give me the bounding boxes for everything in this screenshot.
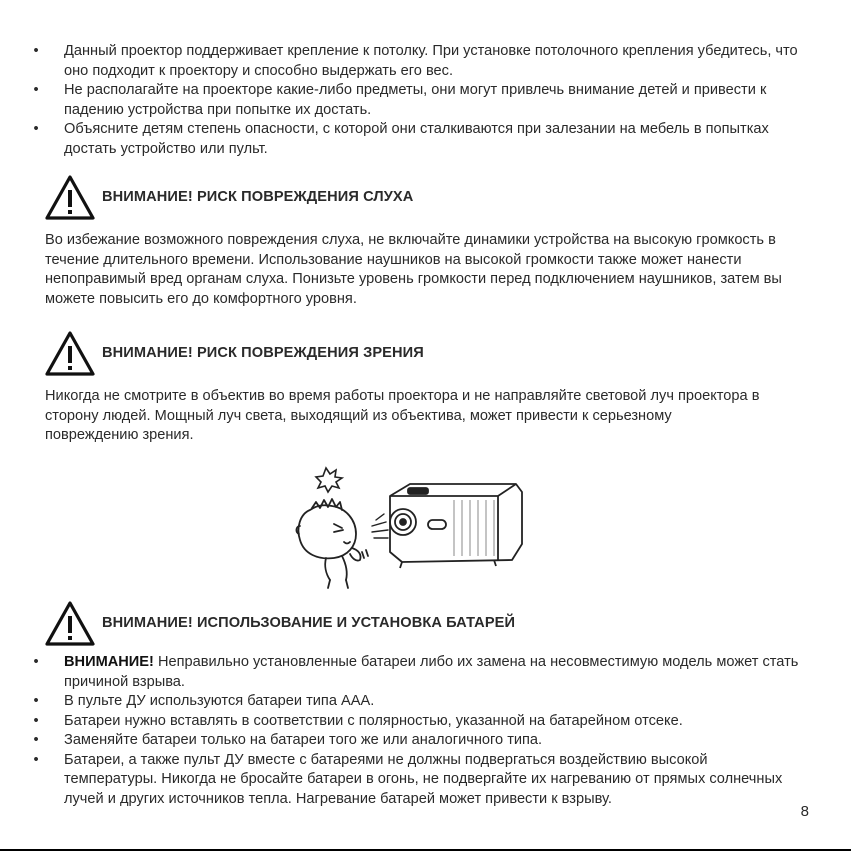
list-item: • Объясните детям степень опасности, с которой они сталкиваются при залезании на мебель в попытках достать устройство или пульт. (30, 120, 800, 159)
list-item: • Батареи нужно вставлять в соответствии с полярностью, указанной на батарейном отсеке. (30, 712, 800, 732)
battery-bullet-list (30, 653, 800, 809)
list-item: • Заменяйте батареи только на батареи того же или аналогичного типа. (30, 731, 800, 751)
hearing-warning-title: ВНИМАНИЕ! РИСК ПОВРЕЖДЕНИЯ СЛУХА (102, 189, 414, 205)
warning-triangle-icon (44, 174, 96, 222)
warning-triangle-icon (44, 330, 96, 378)
vision-warning-title: ВНИМАНИЕ! РИСК ПОВРЕЖДЕНИЯ ЗРЕНИЯ (102, 345, 424, 361)
list-item: • Не располагайте на проекторе какие-либо предметы, они могут привлечь внимание детей и привести к падению устройства при попытке их достать. (30, 81, 800, 120)
projector-icon (390, 484, 522, 568)
battery-warning-strong: ВНИМАНИЕ! (64, 654, 154, 670)
child-looking-into-projector-illustration (290, 462, 530, 590)
page-number: 8 (800, 803, 809, 820)
battery-warning-heading (44, 600, 764, 648)
intro-bullet-list (30, 42, 800, 159)
starburst-icon (316, 468, 342, 492)
hearing-warning-heading (44, 174, 764, 222)
light-rays (372, 514, 388, 538)
list-item: • В пульте ДУ используются батареи типа ААА. (30, 692, 800, 712)
list-item (30, 653, 800, 692)
battery-warning-title: ВНИМАНИЕ! ИСПОЛЬЗОВАНИЕ И УСТАНОВКА БАТАРЕЙ (102, 615, 516, 631)
warning-triangle-icon (44, 600, 96, 648)
vision-warning-text: Никогда не смотрите в объектив во время работы проектора и не направляйте световой луч проектора в сторону людей. Мощный луч света, выходящий из объектива, может привести к серьезному повреждению зрения. (45, 388, 760, 443)
list-item: • Данный проектор поддерживает крепление к потолку. При установке потолочного крепления убедитесь, что оно подходит к проектору и способно выдержать его вес. (30, 42, 800, 81)
list-item: • Батареи, а также пульт ДУ вместе с батареями не должны подвергаться воздействию высокой температуры. Никогда не бросайте батареи в огонь, не подвергайте их нагреванию от прямых солнечных лучей и других источников тепла. Нагревание батарей может привести к взрыву. (30, 751, 800, 810)
child-figure (296, 499, 368, 588)
battery-warning-first-text: Неправильно установленные батареи либо их замена на несовместимую модель может стать причиной взрыва. (64, 654, 799, 690)
hearing-warning-text: Во избежание возможного повреждения слуха, не включайте динамики устройства на высокую громкость в течение длительного времени. Использование наушников на высокой громкости также может нанести непоправимый вред органам слуха. Понизьте уровень громкости перед подключением наушников, затем вы можете повысить его до комфортного уровня. (45, 232, 782, 307)
vision-warning-heading (44, 330, 764, 378)
